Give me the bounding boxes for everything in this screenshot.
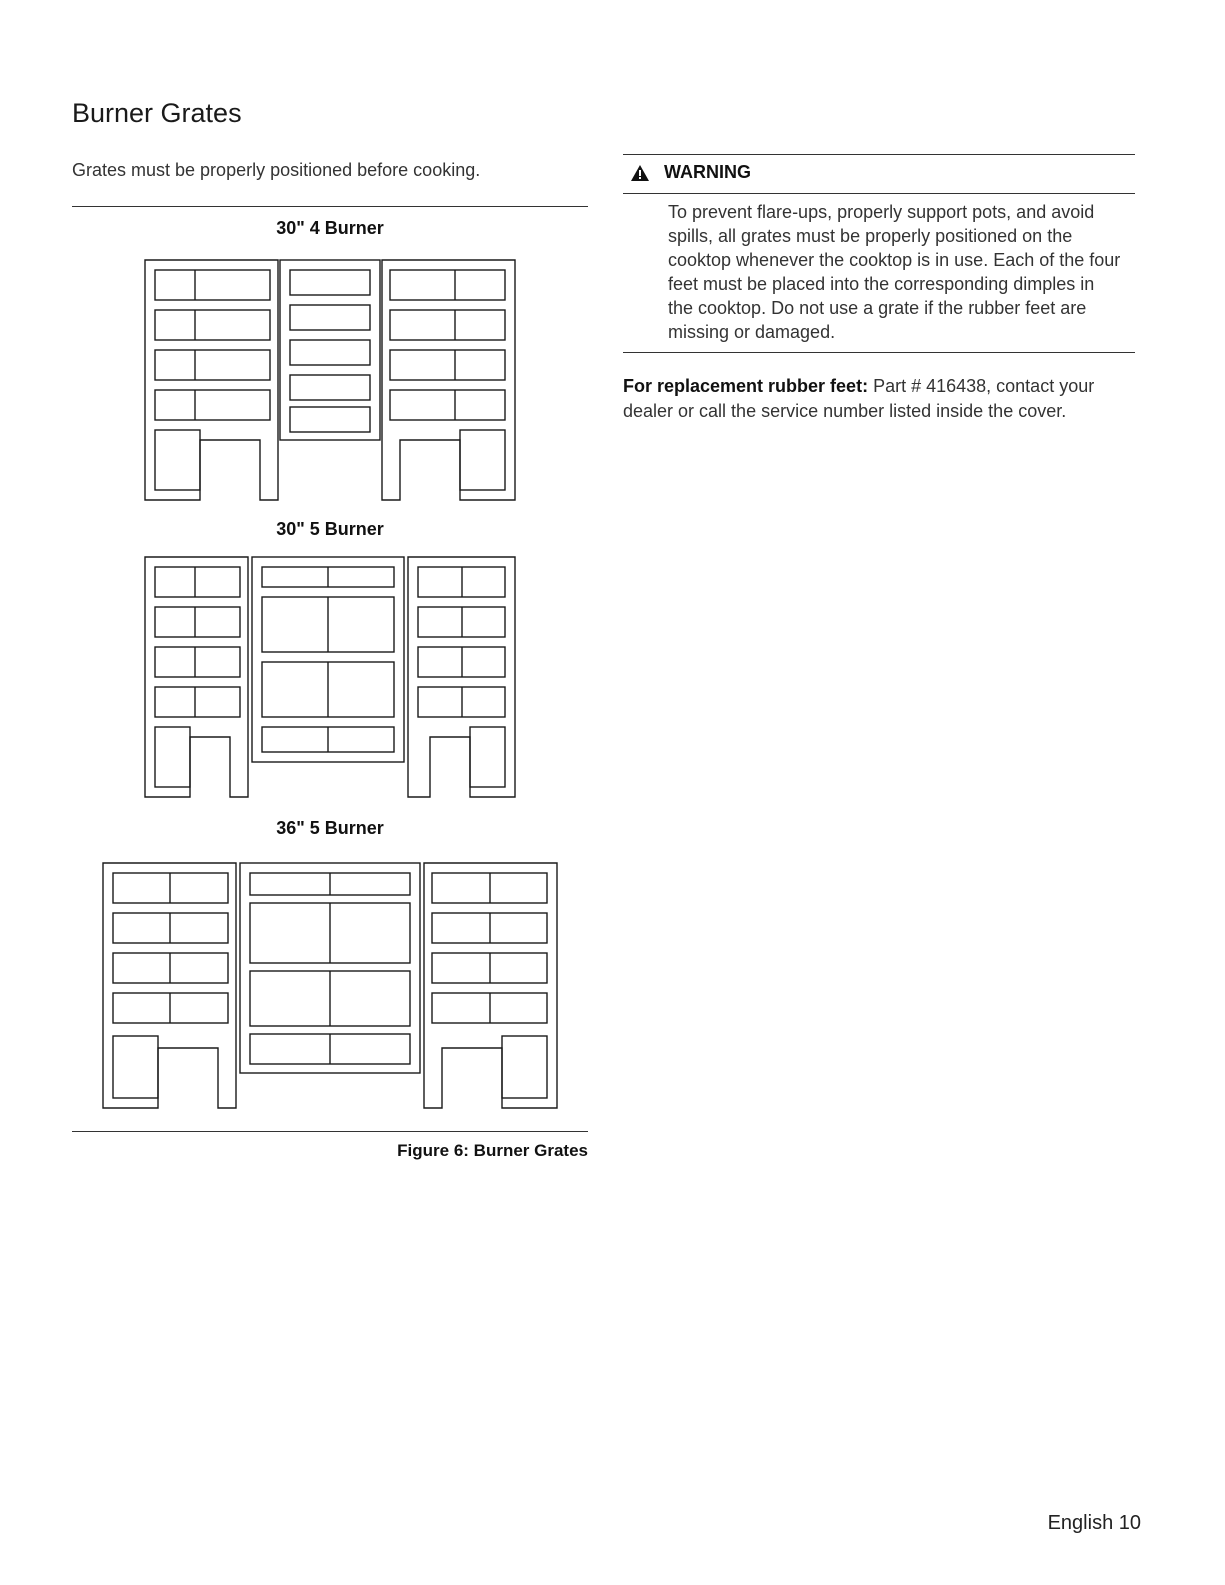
figure-caption: Figure 6: Burner Grates — [397, 1141, 588, 1160]
figure-bottom-rule — [72, 1131, 588, 1132]
subtitle-36-5-burner: 36" 5 Burner — [276, 818, 384, 838]
intro-text: Grates must be properly positioned before cooking. — [72, 160, 481, 180]
center-grate — [280, 260, 380, 440]
subtitle-30-4-burner: 30" 4 Burner — [276, 218, 384, 238]
figure-top-rule — [72, 206, 588, 207]
grate-diagram-30-5-burner — [140, 552, 520, 802]
warning-heading: WARNING — [664, 162, 751, 182]
page-footer: English 10 — [1047, 1512, 1141, 1534]
warning-mid-rule — [623, 193, 1135, 194]
warning-top-rule — [623, 154, 1135, 155]
grate-diagram-30-4-burner — [140, 255, 520, 505]
grate-diagram-36-5-burner — [98, 858, 562, 1114]
warning-bottom-rule — [623, 352, 1135, 353]
replacement-label: For replacement rubber feet: — [623, 376, 869, 396]
warning-heading-row — [630, 162, 751, 183]
page-title: Burner Grates — [72, 98, 242, 128]
replacement-text: Part # 416438, contact your dealer or call the service number listed inside the cover. — [623, 376, 1095, 421]
warning-triangle-icon — [630, 164, 650, 182]
subtitle-30-5-burner: 30" 5 Burner — [276, 519, 384, 539]
warning-body: To prevent flare-ups, properly support pots, and avoid spills, all grates must be properly positioned on the cooktop whenever the cooktop is in use. Each of the four feet must be placed into the corresponding dimples in the cooktop. Do not use a grate if the rubber feet are missing or damaged. — [668, 202, 1121, 342]
replacement-paragraph — [623, 374, 1143, 424]
